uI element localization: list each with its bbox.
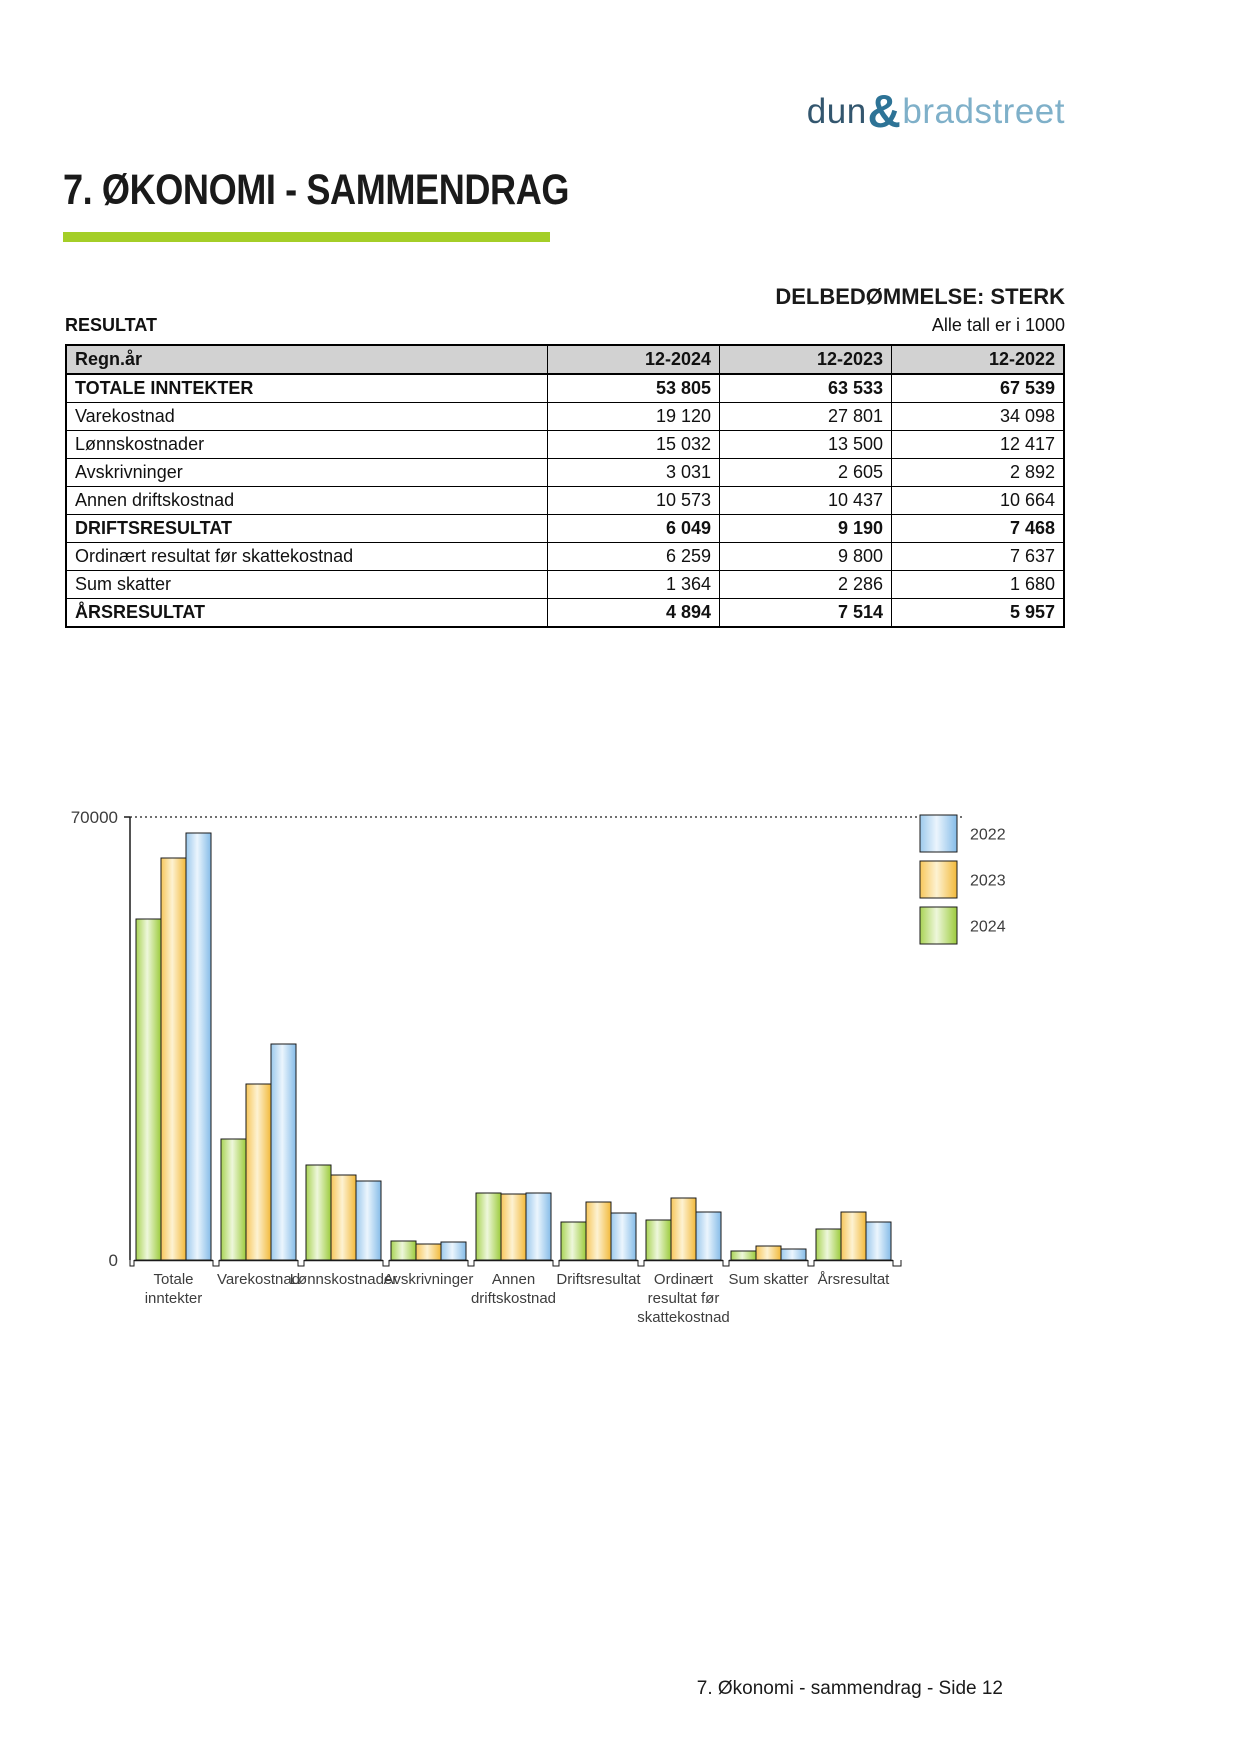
bar-2023: [586, 1202, 611, 1260]
table-row: [66, 515, 1064, 543]
category-label: Lønnskostnader: [289, 1271, 398, 1288]
value-cell: 2 605: [720, 459, 892, 487]
page-title: 7. ØKONOMI - SAMMENDRAG: [63, 166, 570, 214]
row-label-cell: Lønnskostnader: [66, 431, 548, 459]
value-cell: 13 500: [720, 431, 892, 459]
row-label-cell: Sum skatter: [66, 571, 548, 599]
category-label: Annen: [491, 1271, 536, 1288]
category-label: driftskostnad: [470, 1290, 557, 1307]
table-row: [66, 374, 1064, 403]
bar-2024: [306, 1165, 331, 1260]
value-cell: 6 049: [548, 515, 720, 543]
value-cell: 3 031: [548, 459, 720, 487]
results-table: [65, 344, 1065, 628]
table-row: [66, 599, 1064, 628]
category-label: Totale: [153, 1271, 194, 1288]
y-tick-zero: 0: [108, 1251, 118, 1270]
value-cell: 19 120: [548, 403, 720, 431]
legend-label: 2023: [970, 872, 1006, 890]
value-cell: 27 801: [720, 403, 892, 431]
value-cell: 4 894: [548, 599, 720, 628]
table-row: [66, 459, 1064, 487]
table-row: [66, 571, 1064, 599]
bar-2023: [841, 1212, 866, 1260]
table-caption-row: [65, 315, 1065, 336]
legend-swatch-2022: [920, 815, 957, 852]
bar-2022: [611, 1213, 636, 1260]
value-cell: 6 259: [548, 543, 720, 571]
x-axis-bracket: [383, 1260, 389, 1266]
category-label: Sum skatter: [728, 1271, 809, 1288]
value-cell: 2 892: [892, 459, 1065, 487]
y-tick-max: 70000: [70, 808, 118, 827]
bar-2023: [671, 1198, 696, 1260]
bar-2022: [356, 1181, 381, 1260]
category-label: Avskrivninger: [383, 1271, 474, 1288]
row-label-cell: ÅRSRESULTAT: [66, 599, 548, 628]
bar-chart-svg: [0, 700, 1241, 1340]
category-label: inntekter: [144, 1290, 203, 1307]
bar-2023: [331, 1175, 356, 1260]
row-label-cell: Ordinært resultat før skattekostnad: [66, 543, 548, 571]
row-label-cell: TOTALE INNTEKTER: [66, 374, 548, 403]
page-footer: 7. Økonomi - sammendrag - Side 12: [696, 1678, 1003, 1699]
dnb-logo: [807, 84, 1065, 138]
header-cell: Regn.år: [66, 345, 548, 374]
legend-swatch-2024: [920, 907, 957, 944]
x-axis-bracket: [298, 1260, 304, 1266]
assessment-text: DELBEDØMMELSE: STERK: [775, 284, 1065, 309]
row-label-cell: Avskrivninger: [66, 459, 548, 487]
value-cell: 1 364: [548, 571, 720, 599]
bar-2024: [391, 1241, 416, 1260]
x-axis-bracket: [213, 1260, 219, 1266]
value-cell: 10 573: [548, 487, 720, 515]
table-row: [66, 543, 1064, 571]
legend-label: 2022: [970, 826, 1006, 844]
category-label: Ordinært: [653, 1271, 714, 1288]
value-cell: 7 468: [892, 515, 1065, 543]
units-note: Alle tall er i 1000: [931, 315, 1065, 335]
results-table-head: [66, 345, 1064, 374]
legend-swatch-2023: [920, 861, 957, 898]
category-label: Driftsresultat: [556, 1271, 641, 1288]
results-table-body: [66, 374, 1064, 627]
bar-2023: [246, 1084, 271, 1260]
row-label-cell: Annen driftskostnad: [66, 487, 548, 515]
value-cell: 9 190: [720, 515, 892, 543]
category-label: resultat før: [647, 1290, 720, 1307]
x-axis-bracket: [553, 1260, 559, 1266]
bar-2024: [221, 1139, 246, 1260]
bar-2022: [781, 1249, 806, 1260]
x-axis-bracket: [638, 1260, 644, 1266]
value-cell: 63 533: [720, 374, 892, 403]
value-cell: 34 098: [892, 403, 1065, 431]
bar-2022: [186, 833, 211, 1260]
value-cell: 15 032: [548, 431, 720, 459]
logo-bradstreet-text: bradstreet: [902, 92, 1065, 131]
value-cell: 67 539: [892, 374, 1065, 403]
value-cell: 2 286: [720, 571, 892, 599]
section-label: RESULTAT: [65, 315, 157, 335]
bar-2023: [416, 1244, 441, 1260]
table-header-row: [66, 345, 1064, 374]
category-label: Årsresultat: [817, 1271, 890, 1288]
bar-2022: [696, 1212, 721, 1260]
bar-2022: [526, 1193, 551, 1260]
value-cell: 1 680: [892, 571, 1065, 599]
table-row: [66, 403, 1064, 431]
x-axis-bracket: [130, 1260, 134, 1266]
value-cell: 10 437: [720, 487, 892, 515]
x-axis-bracket: [723, 1260, 729, 1266]
bar-2024: [816, 1229, 841, 1260]
bar-2024: [476, 1193, 501, 1260]
value-cell: 12 417: [892, 431, 1065, 459]
bar-2024: [136, 919, 161, 1260]
value-cell: 10 664: [892, 487, 1065, 515]
bar-2022: [441, 1242, 466, 1260]
results-bar-chart: [0, 700, 1241, 1340]
header-cell: 12-2024: [548, 345, 720, 374]
x-axis-bracket: [893, 1260, 901, 1266]
bar-2022: [271, 1044, 296, 1260]
logo-ampersand-icon: &: [867, 85, 902, 137]
row-label-cell: DRIFTSRESULTAT: [66, 515, 548, 543]
header-cell: 12-2023: [720, 345, 892, 374]
logo-dun-text: dun: [806, 92, 867, 131]
value-cell: 7 637: [892, 543, 1065, 571]
value-cell: 9 800: [720, 543, 892, 571]
x-axis-bracket: [808, 1260, 814, 1266]
bar-2024: [646, 1220, 671, 1260]
legend-label: 2024: [970, 918, 1006, 936]
table-row: [66, 431, 1064, 459]
bar-2023: [161, 858, 186, 1260]
category-label: Varekostnad: [216, 1271, 301, 1288]
row-label-cell: Varekostnad: [66, 403, 548, 431]
header-cell: 12-2022: [892, 345, 1065, 374]
x-axis-bracket: [468, 1260, 474, 1266]
bar-2022: [866, 1222, 891, 1260]
bar-2024: [731, 1251, 756, 1260]
value-cell: 53 805: [548, 374, 720, 403]
value-cell: 5 957: [892, 599, 1065, 628]
table-row: [66, 487, 1064, 515]
category-label: skattekostnad: [637, 1309, 730, 1326]
bar-2023: [501, 1194, 526, 1260]
value-cell: 7 514: [720, 599, 892, 628]
bar-2024: [561, 1222, 586, 1260]
title-accent-bar: [63, 232, 550, 242]
bar-2023: [756, 1246, 781, 1260]
